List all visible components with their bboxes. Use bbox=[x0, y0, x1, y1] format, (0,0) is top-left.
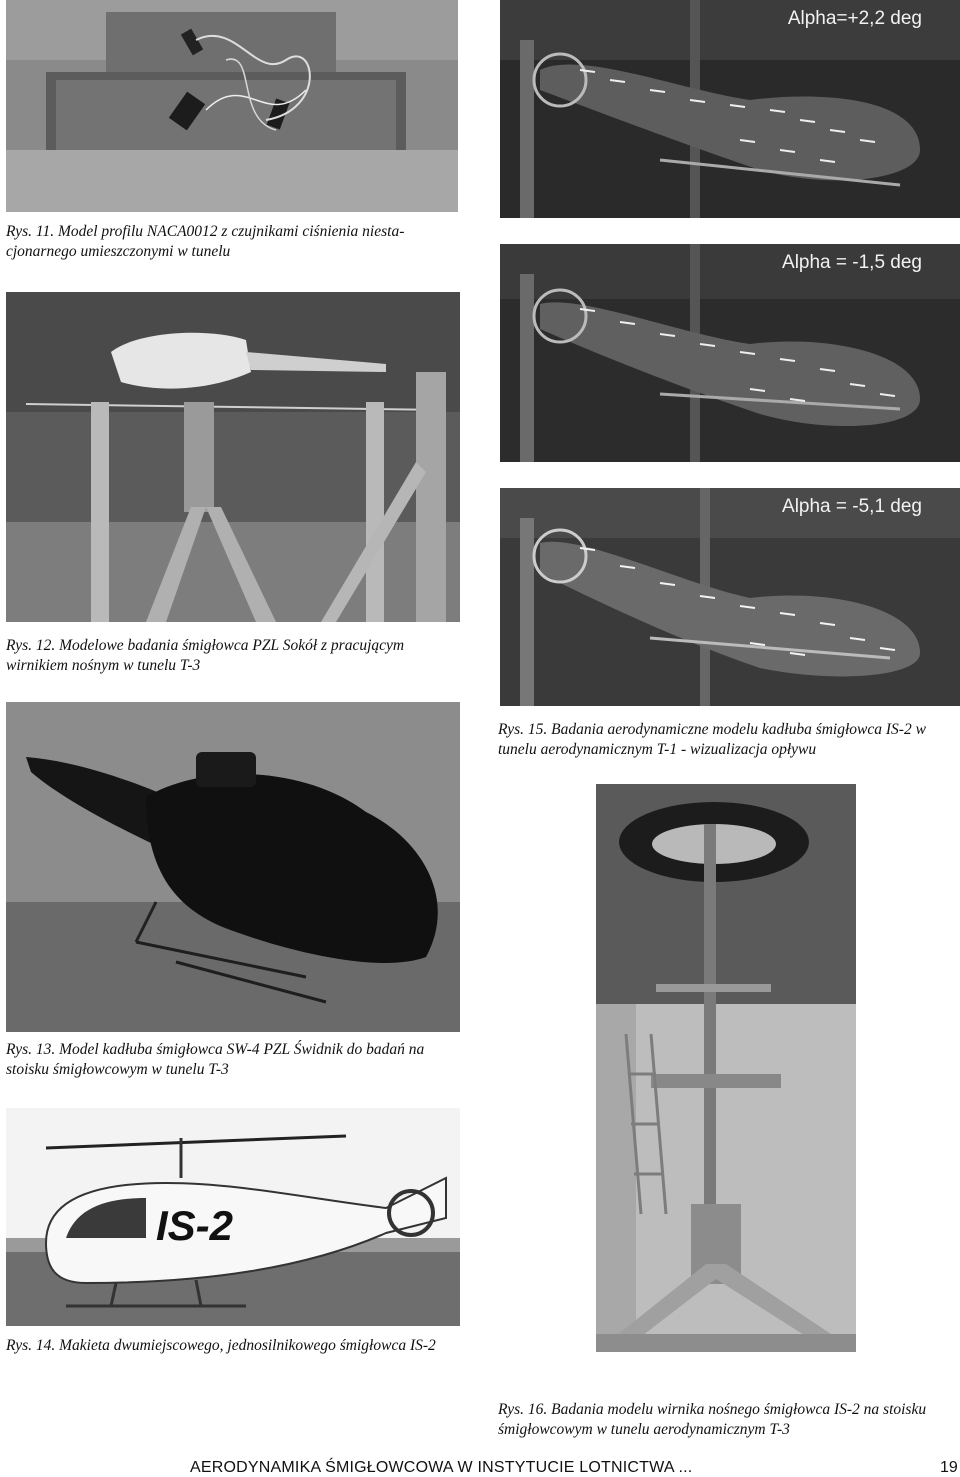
page-footer bbox=[0, 1457, 960, 1477]
figure-12-caption: Rys. 12. Modelowe badania śmigłowca PZL Sokół z pracującym wirnikiem nośnym w tunelu T-3 bbox=[6, 637, 405, 674]
figure-13-caption: Rys. 13. Model kadłuba śmigłowca SW-4 PZL Świdnik do badań na stoisku śmigłowcowym w tunelu T-3 bbox=[6, 1041, 425, 1078]
alpha-label-2: Alpha = -1,5 deg bbox=[782, 252, 922, 273]
figure-15-caption: Rys. 15. Badania aerodynamiczne modelu kadłuba śmigłowca IS-2 w tunelu aerodynamicznym T-1 - wizualizacja opływu bbox=[498, 721, 926, 758]
figure-13-photo bbox=[6, 702, 460, 1032]
alpha-label-3: Alpha = -5,1 deg bbox=[782, 496, 922, 517]
figure-15-panel-2 bbox=[500, 244, 960, 462]
figure-11-photo bbox=[6, 0, 458, 212]
figure-15-panel-1 bbox=[500, 0, 960, 218]
figure-16-photo bbox=[596, 784, 856, 1352]
figure-14-photo bbox=[6, 1108, 460, 1326]
alpha-label-1: Alpha=+2,2 deg bbox=[787, 8, 922, 29]
figure-12-photo bbox=[6, 292, 460, 622]
figure-16-caption: Rys. 16. Badania modelu wirnika nośnego śmigłowca IS-2 na stoisku śmigłowcowym w tunelu aerodynamicznym T-3 bbox=[498, 1401, 927, 1438]
figure-15-panel-3 bbox=[500, 488, 960, 706]
footer-title: AERODYNAMIKA ŚMIGŁOWCOWA W INSTYTUCIE LOTNICTWA ... bbox=[190, 1459, 693, 1476]
figure-11-caption: Rys. 11. Model profilu NACA0012 z czujnikami ciśnienia niesta-cjonarnego umieszczonymi w tunelu bbox=[6, 223, 405, 260]
figure-14-caption: Rys. 14. Makieta dwumiejscowego, jednosilnikowego śmigłowca IS-2 bbox=[6, 1337, 436, 1354]
page-number: 19 bbox=[940, 1459, 958, 1476]
is-2-decal: IS-2 bbox=[156, 1202, 234, 1249]
